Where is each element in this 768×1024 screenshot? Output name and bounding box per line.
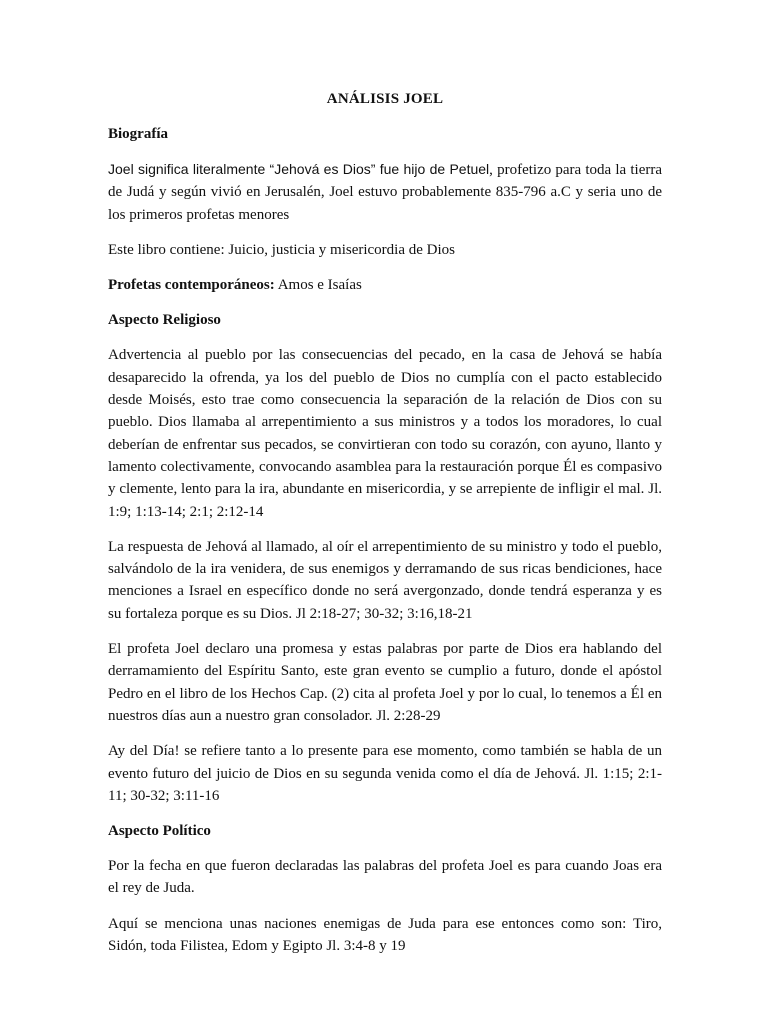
document-title: ANÁLISIS JOEL <box>326 91 444 107</box>
religioso-paragraph-1: Advertencia al pueblo por las consecuencias del pecado, en la casa de Jehová se había desaparecido la ofrenda, ya los del pueblo de Dios no cumplía con el pacto establecido desde Moisés, esto trae como consecuencia la separación de la relación de Dios con su pueblo. Dios llamaba al arrepentimiento a sus ministros y a todos los moradores, lo cual deberían de enfrentar sus pecados, se convirtieran con todo su corazón, con ayuno, llanto y lamento colectivamente, convocando asamblea para la restauración porque Él es compasivo y clemente, lento para la ira, abundante en misericordia, y se arrepiente de infligir el mal. Jl. 1:9; 1:13-14; 2:1; 2:12-14 <box>108 347 662 520</box>
religioso-paragraph-4: Ay del Día! se refiere tanto a lo presente para ese momento, como también se habla de un evento futuro del juicio de Dios en su segunda venida como el día de Jehová. Jl. 1:15; 2:1-11; 30-32; 3:11-16 <box>108 743 662 804</box>
profetas-contemporaneos-line <box>108 274 662 296</box>
biografia-paragraph-1 <box>108 158 662 226</box>
biografia-paragraph-1-sans-run: Joel significa literalmente “Jehová es Dios” fue hijo de Petuel <box>108 161 490 177</box>
religioso-paragraph-3: El profeta Joel declaro una promesa y estas palabras por parte de Dios era hablando del derramamiento del Espíritu Santo, este gran evento se cumplio a futuro, donde el apóstol Pedro en el libro de los Hechos Cap. (2) cita al profeta Joel y por lo cual, lo tenemos a Él en nuestros días aun a nuestro gran consolador. Jl. 2:28-29 <box>108 641 662 724</box>
politico-paragraph-2: Aquí se menciona unas naciones enemigas de Juda para ese entonces como son: Tiro, Sidón, toda Filistea, Edom y Egipto Jl. 3:4-8 y 19 <box>108 915 662 955</box>
politico-paragraph-1: Por la fecha en que fueron declaradas las palabras del profeta Joel es para cuando Joas era el rey de Juda. <box>108 858 662 897</box>
profetas-contemporaneos-label: Profetas contemporáneos: <box>108 277 275 294</box>
religioso-paragraph-2: La respuesta de Jehová al llamado, al oír el arrepentimiento de su ministro y todo el pueblo, salvándolo de la ira venidera, de sus enemigos y derramando de sus ricas bendiciones, hace menciones a Israel en específico donde no será avergonzado, donde tendrá esperanza y es su fortaleza porque es su Dios. Jl 2:18-27; 30-32; 3:16,18-21 <box>108 538 662 622</box>
profetas-contemporaneos-value: Amos e Isaías <box>274 277 362 294</box>
section-heading-politico: Aspecto Político <box>108 823 211 840</box>
section-heading-religioso: Aspecto Religioso <box>108 312 221 329</box>
section-heading-biografia: Biografía <box>108 126 168 142</box>
biografia-paragraph-2: Este libro contiene: Juicio, justicia y misericordia de Dios <box>108 241 455 258</box>
biografia-paragraph-1-rest: , profetizo para toda la tierra de Judá y según vivió en Jerusalén, Joel estuvo probablemente 835-796 a.C y seria uno de los primeros profetas menores <box>108 162 662 223</box>
document-page <box>108 88 662 970</box>
